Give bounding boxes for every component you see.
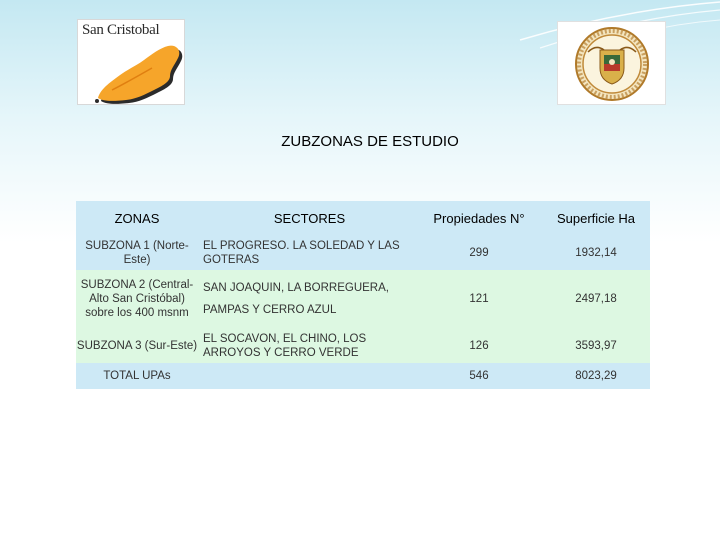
superficie-cell: 1932,14 bbox=[575, 247, 617, 259]
crest-icon bbox=[558, 22, 667, 106]
total-label-cell: TOTAL UPAs bbox=[103, 370, 171, 382]
table-header-row bbox=[76, 201, 650, 236]
table-row bbox=[76, 236, 650, 270]
zona-cell: SUBZONA 2 (Central-Alto San Cristóbal) sobre los 400 msnm bbox=[80, 279, 194, 319]
table-total-row bbox=[76, 363, 650, 389]
superficie-cell: 3593,97 bbox=[575, 339, 617, 352]
propiedades-cell: 121 bbox=[469, 293, 489, 305]
zona-cell: SUBZONA 3 (Sur-Este) bbox=[76, 339, 198, 352]
header-zonas: ZONAS bbox=[114, 211, 160, 226]
header-sectores: SECTORES bbox=[273, 211, 346, 226]
propiedades-cell: 126 bbox=[469, 339, 489, 352]
propiedades-cell: 299 bbox=[469, 247, 489, 259]
zona-cell: SUBZONA 1 (Norte-Este) bbox=[85, 240, 189, 266]
espe-crest-logo bbox=[557, 21, 666, 105]
sector-cell: EL SOCAVON, EL CHINO, LOS ARROYOS Y CERRO VERDE bbox=[203, 332, 367, 359]
san-cristobal-logo bbox=[77, 19, 185, 105]
logo-text: San Cristobal bbox=[82, 22, 160, 38]
sector-line: PAMPAS Y CERRO AZUL bbox=[203, 304, 337, 316]
subzones-table bbox=[76, 201, 650, 389]
header-superficie: Superficie Ha bbox=[556, 211, 636, 226]
header-propiedades: Propiedades N° bbox=[433, 211, 525, 226]
sector-cell: EL PROGRESO. LA SOLEDAD Y LAS GOTERAS bbox=[203, 240, 400, 266]
table-row bbox=[76, 328, 650, 363]
sector-cell bbox=[198, 270, 416, 328]
table-row bbox=[76, 270, 650, 328]
page-title: ZUBZONAS DE ESTUDIO bbox=[281, 133, 459, 150]
sector-line: SAN JOAQUIN, LA BORREGUERA, bbox=[203, 282, 389, 294]
superficie-cell: 2497,18 bbox=[575, 293, 617, 305]
superficie-total-cell: 8023,29 bbox=[575, 370, 617, 382]
sector-cell bbox=[198, 363, 416, 389]
propiedades-total-cell: 546 bbox=[469, 370, 489, 382]
